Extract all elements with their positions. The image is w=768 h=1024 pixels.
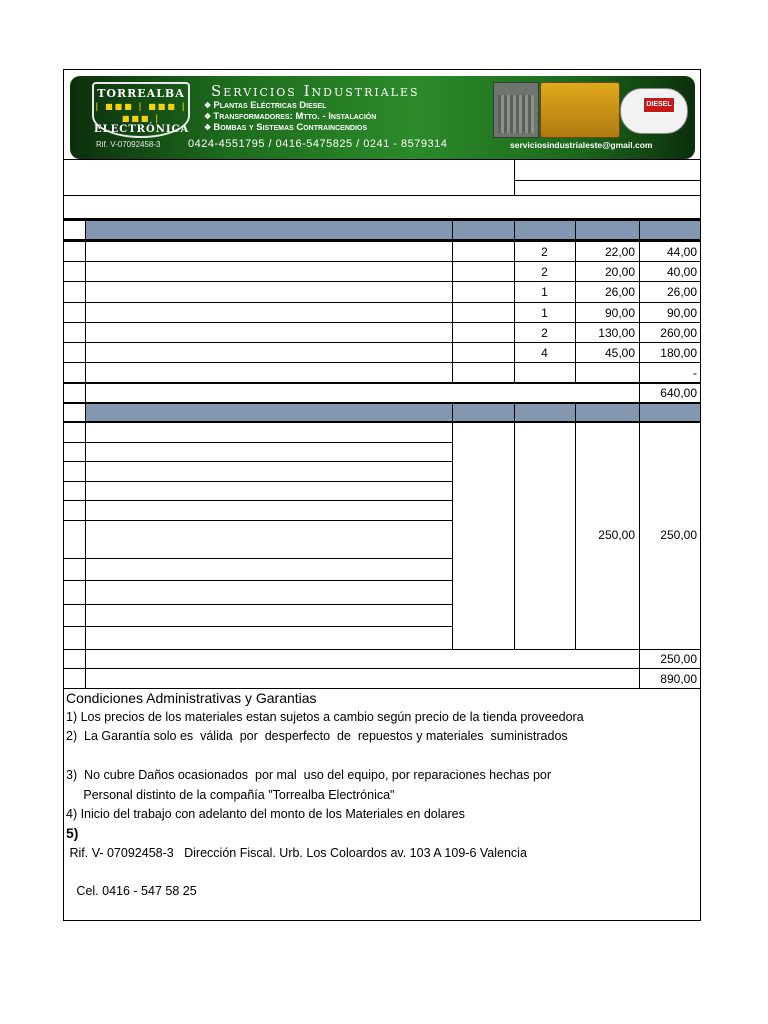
service-item: ❖ Plantas Eléctricas Diesel [204, 100, 376, 111]
logo-subname: ELECTRÓNICA [94, 124, 190, 135]
material-total: 180,00 [660, 346, 697, 360]
banner-phones: 0424-4551795 / 0416-5475825 / 0241 - 8579314 [188, 138, 448, 150]
header-border [63, 219, 701, 221]
material-qty: 2 [541, 326, 548, 340]
material-unit-price: 45,00 [604, 346, 635, 360]
grid-line [63, 558, 452, 559]
material-qty [514, 363, 575, 383]
material-total: - [693, 366, 697, 380]
grid-line [575, 402, 576, 649]
condition-item: 1) Los precios de los materiales estan sujetos a cambio según precio de la tienda proveedora [66, 710, 584, 724]
grid-line [63, 626, 452, 627]
material-unit-price: 20,00 [604, 265, 635, 279]
header-border [63, 402, 701, 404]
material-qty: 1 [541, 306, 548, 320]
grid-line [85, 219, 86, 688]
condition-item: 3) No cubre Daños ocasionados por mal uso del equipo, por reparaciones hechas por [66, 768, 552, 782]
grid-line [63, 668, 701, 669]
service-item: ❖ Bombas y Sistemas Contraincendios [204, 122, 376, 133]
labor-subtotal: 250,00 [660, 652, 697, 666]
material-total: 44,00 [666, 245, 697, 259]
materials-subtotal: 640,00 [660, 386, 697, 400]
condition-item: 4) Inicio del trabajo con adelanto del monto de los Materiales en dolares [66, 807, 465, 821]
conditions-title: Condiciones Administrativas y Garantias [66, 690, 317, 706]
banner-title: Servicios Industriales [211, 82, 420, 100]
labor-unit-price: 250,00 [598, 528, 635, 542]
grid-line [514, 219, 515, 383]
grand-total: 890,00 [660, 672, 697, 686]
material-unit-price [575, 363, 635, 383]
section-header-bar [85, 404, 701, 422]
diesel-label: DIESEL [643, 97, 675, 113]
material-total: 90,00 [666, 306, 697, 320]
condition-item: Personal distinto de la compañía "Torrealba Electrónica" [66, 788, 395, 802]
banner-email: serviciosindustrialeste@gmail.com [510, 140, 653, 150]
grid-line [63, 580, 452, 581]
material-unit-price: 130,00 [598, 326, 635, 340]
banner-rif: Rif. V-07092458-3 [96, 140, 161, 149]
material-total: 26,00 [666, 285, 697, 299]
grid-line [452, 219, 453, 383]
grid-line [514, 180, 701, 181]
header-border [63, 421, 701, 423]
service-item: ❖ Transformadores: Mtto. - Instalación [204, 111, 376, 122]
material-total: 260,00 [660, 326, 697, 340]
material-total: 40,00 [666, 265, 697, 279]
material-qty: 4 [541, 346, 548, 360]
material-unit-price: 90,00 [604, 306, 635, 320]
grid-line [514, 159, 515, 195]
grid-line [514, 195, 701, 196]
material-qty: 2 [541, 245, 548, 259]
material-qty: 2 [541, 265, 548, 279]
grid-line [514, 402, 515, 649]
material-unit-price: 26,00 [604, 285, 635, 299]
labor-total: 250,00 [660, 528, 697, 542]
fiscal-address: Rif. V- 07092458-3 Dirección Fiscal. Urb. Los Coloardos av. 103 A 109-6 Valencia [66, 846, 527, 860]
company-logo [92, 82, 190, 138]
grid-line [575, 219, 576, 383]
grid-line [63, 481, 452, 482]
logo-name: TORREALBA [97, 87, 185, 100]
grid-line [63, 649, 701, 650]
condition-item: 2) La Garantía solo es válida por desperfecto de repuestos y materiales suministrados [66, 729, 568, 743]
grid-line [63, 500, 452, 501]
services-list [204, 100, 376, 133]
generator-image [540, 82, 620, 138]
company-banner [70, 76, 695, 159]
grid-line [639, 219, 640, 688]
grid-line [700, 159, 701, 689]
section-header-bar [85, 220, 701, 239]
material-unit-price: 22,00 [604, 245, 635, 259]
grid-line [63, 604, 452, 605]
condition-item-5: 5) [66, 825, 79, 841]
logo-dots: | ■■■ | ■■■ | ■■■ | [95, 101, 187, 123]
material-qty: 1 [541, 285, 548, 299]
transformer-image [493, 82, 539, 138]
grid-line [63, 461, 452, 462]
grid-line [63, 159, 701, 160]
grid-line [63, 520, 452, 521]
grid-line [63, 442, 452, 443]
grid-line [452, 402, 453, 649]
cellphone: Cel. 0416 - 547 58 25 [66, 884, 197, 898]
grid-line [63, 159, 64, 689]
